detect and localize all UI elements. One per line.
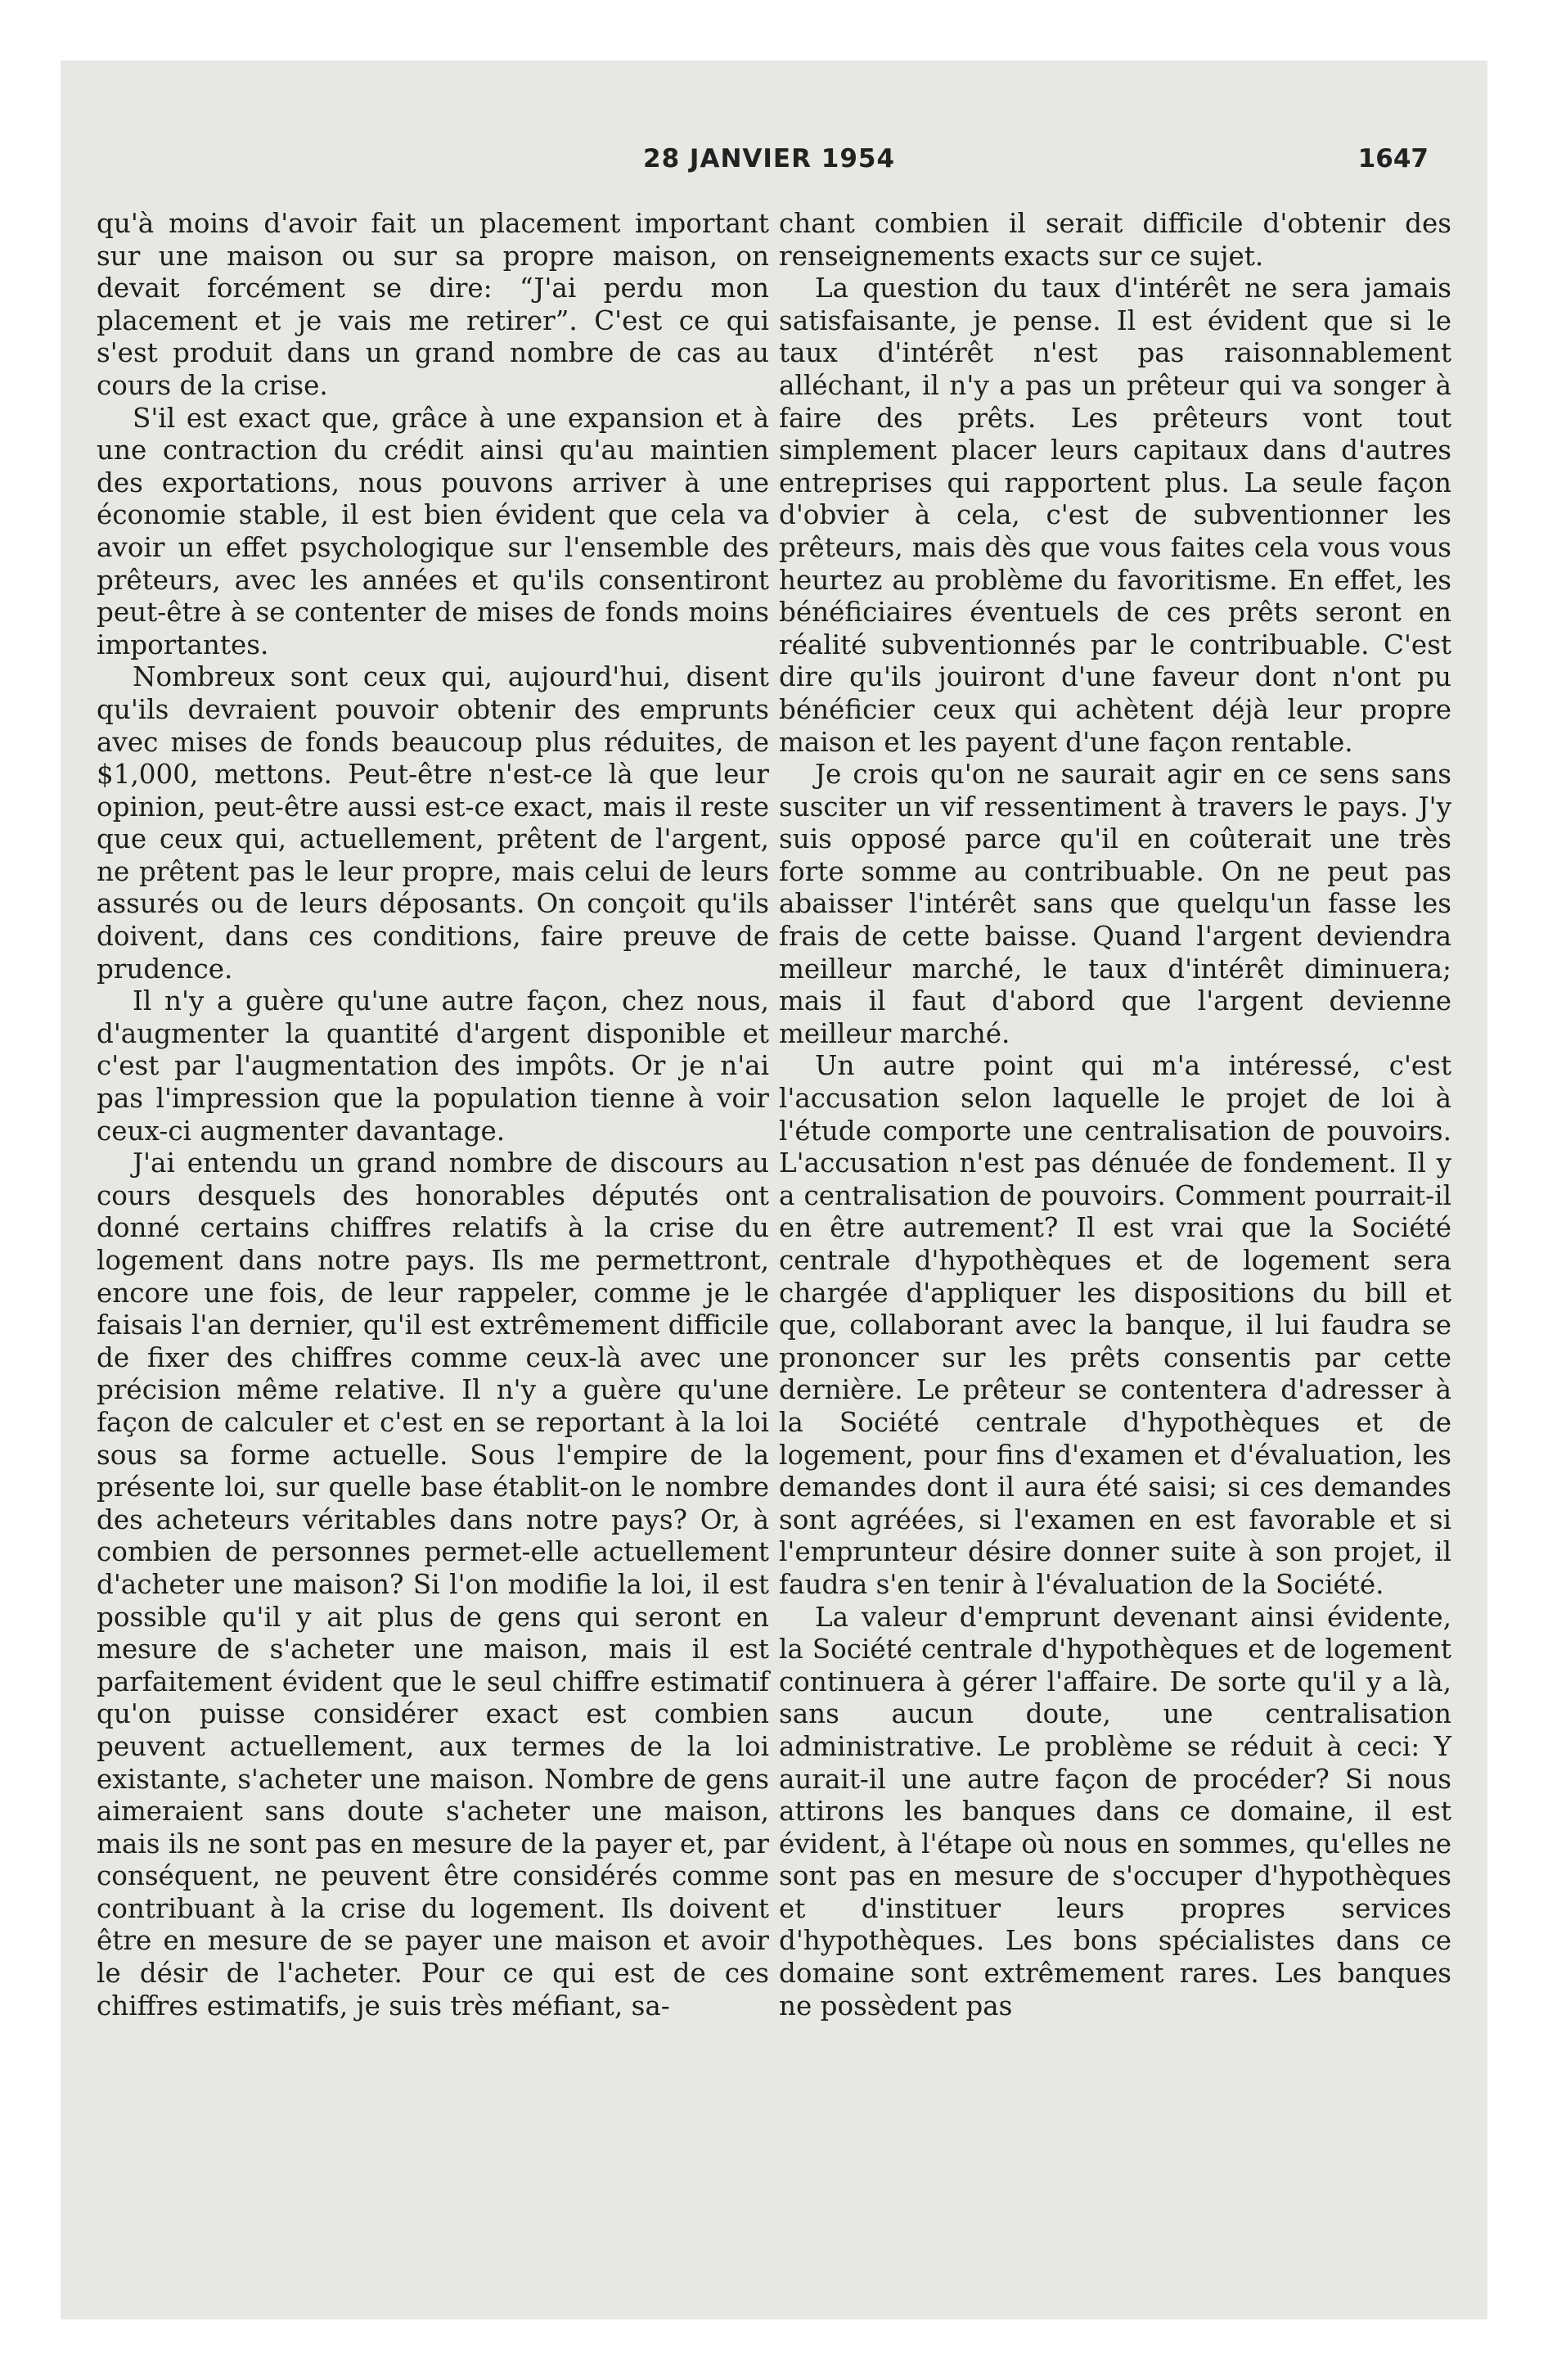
header-page-number: 1647 [1357,144,1429,174]
paragraph: Un autre point qui m'a intéressé, c'est l'accusation selon laquelle le projet de loi à l'étude comporte une centralisation de pouvoirs. L'accusation n'est pas dénuée de fondement. Il y a centralisation de pouvoirs. Comment pourrait-il en être autrement? Il est vrai que la Société centrale d'hypothèques et de logement sera chargée d'appliquer les dispositions du bill et que, collaborant avec la banque, il lui faudra se prononcer sur les prêts consentis par cette dernière. Le prêteur se contentera d'adresser à la Société centrale d'hypothèques et de logement, pour fins d'examen et d'évaluation, les demandes dont il aura été saisi; si ces demandes sont agréées, si l'examen en est favorable et si l'emprunteur désire donner suite à son projet, il faudra s'en tenir à l'évaluation de la Société. [779,1050,1451,1600]
paragraph: Je crois qu'on ne saurait agir en ce sens sans susciter un vif ressentiment à travers le pays. J'y suis opposé parce qu'il en coûterait une très forte somme au contribuable. On ne peut pas abaisser l'intérêt sans que quelqu'un fasse les frais de cette baisse. Quand l'argent deviendra meilleur marché, le taux d'intérêt diminuera; mais il faut d'abord que l'argent devienne meilleur marché. [779,759,1451,1049]
paragraph: chant combien il serait difficile d'obtenir des renseignements exacts sur ce sujet. [779,208,1451,272]
paragraph: qu'à moins d'avoir fait un placement important sur une maison ou sur sa propre maison, on devait forcément se dire: “J'ai perdu mon placement et je vais me retirer”. C'est ce qui s'est produit dans un grand nombre de cas au cours de la crise. [97,208,769,401]
paragraph: Nombreux sont ceux qui, aujourd'hui, disent qu'ils devraient pouvoir obtenir des emprunts avec mises de fonds beaucoup plus réduites, de $1,000, mettons. Peut-être n'est-ce là que leur opinion, peut-être aussi est-ce exact, mais il reste que ceux qui, actuellement, prêtent de l'argent, ne prêtent pas le leur propre, mais celui de leurs assurés ou de leurs déposants. On conçoit qu'ils doivent, dans ces conditions, faire preuve de prudence. [97,661,769,985]
right-column [779,208,1451,2022]
paragraph: La valeur d'emprunt devenant ainsi évidente, la Société centrale d'hypothèques et de logement continuera à gérer l'affaire. De sorte qu'il y a là, sans aucun doute, une centralisation administrative. Le problème se réduit à ceci: Y aurait-il une autre façon de procéder? Si nous attirons les banques dans ce domaine, il est évident, à l'étape où nous en sommes, qu'elles ne sont pas en mesure de s'occuper d'hypothèques et d'instituer leurs propres services d'hypothèques. Les bons spécialistes dans ce domaine sont extrêmement rares. Les banques ne possèdent pas [779,1601,1451,2022]
paragraph: Il n'y a guère qu'une autre façon, chez nous, d'augmenter la quantité d'argent disponible et c'est par l'augmentation des impôts. Or je n'ai pas l'impression que la population tienne à voir ceux-ci augmenter davantage. [97,985,769,1147]
header-date: 28 JANVIER 1954 [643,144,896,174]
page-header [79,144,1429,180]
paragraph: La question du taux d'intérêt ne sera jamais satisfaisante, je pense. Il est évident que si le taux d'intérêt n'est pas raisonnablement alléchant, il n'y a pas un prêteur qui va songer à faire des prêts. Les prêteurs vont tout simplement placer leurs capitaux dans d'autres entreprises qui rapportent plus. La seule façon d'obvier à cela, c'est de subventionner les prêteurs, mais dès que vous faites cela vous vous heurtez au problème du favoritisme. En effet, les bénéficiaires éventuels de ces prêts seront en réalité subventionnés par le contribuable. C'est dire qu'ils jouiront d'une faveur dont n'ont pu bénéficier ceux qui achètent déjà leur propre maison et les payent d'une façon rentable. [779,273,1451,758]
paragraph: J'ai entendu un grand nombre de discours au cours desquels des honorables députés ont donné certains chiffres relatifs à la crise du logement dans notre pays. Ils me permettront, encore une fois, de leur rappeler, comme je le faisais l'an dernier, qu'il est extrêmement difficile de fixer des chiffres comme ceux-là avec une précision même relative. Il n'y a guère qu'une façon de calculer et c'est en se reportant à la loi sous sa forme actuelle. Sous l'empire de la présente loi, sur quelle base établit-on le nombre des acheteurs véritables dans notre pays? Or, à combien de personnes permet-elle actuellement d'acheter une maison? Si l'on modifie la loi, il est possible qu'il y ait plus de gens qui seront en mesure de s'acheter une maison, mais il est parfaitement évident que le seul chiffre estimatif qu'on puisse considérer exact est combien peuvent actuellement, aux termes de la loi existante, s'acheter une maison. Nombre de gens aimeraient sans doute s'acheter une maison, mais ils ne sont pas en mesure de la payer et, par conséquent, ne peuvent être considérés comme contribuant à la crise du logement. Ils doivent être en mesure de se payer une maison et avoir le désir de l'acheter. Pour ce qui est de ces chiffres estimatifs, je suis très méfiant, sa- [97,1147,769,2022]
left-column [97,208,769,2022]
paragraph: S'il est exact que, grâce à une expansion et à une contraction du crédit ainsi qu'au maintien des exportations, nous pouvons arriver à une économie stable, il est bien évident que cela va avoir un effet psychologique sur l'ensemble des prêteurs, avec les années et qu'ils consentiront peut-être à se contenter de mises de fonds moins importantes. [97,402,769,660]
